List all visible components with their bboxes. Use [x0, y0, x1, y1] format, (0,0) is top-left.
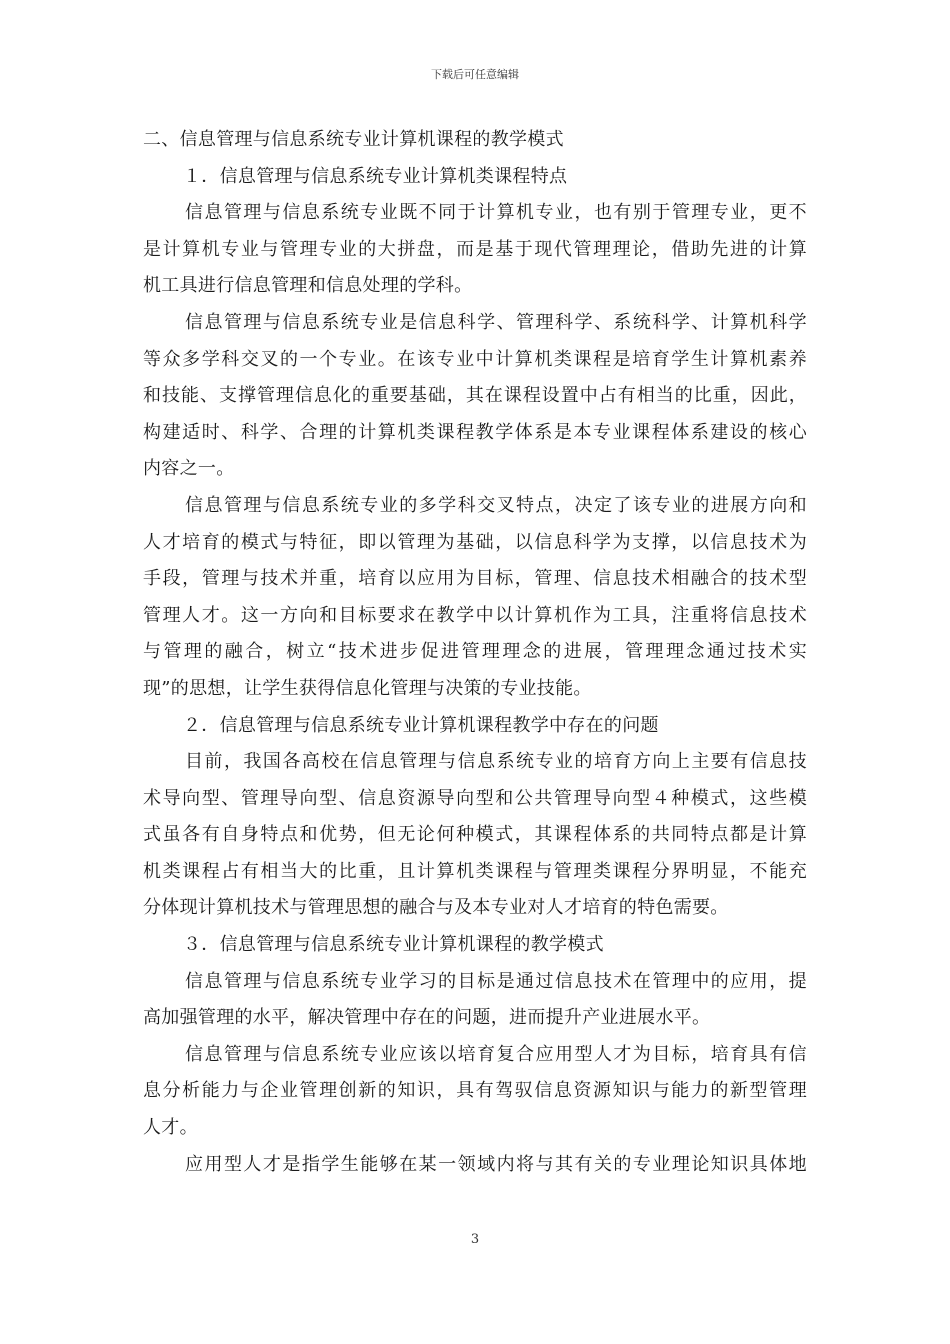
paragraph-line: 内容之一。	[143, 458, 235, 480]
paragraph-line: 人才培育的模式与特征，即以管理为基础，以信息科学为支撑，以信息技术为	[143, 531, 807, 553]
paragraph-line: 目前，我国各高校在信息管理与信息系统专业的培育方向上主要有信息技	[185, 751, 807, 773]
paragraph-line: 构建适时、科学、合理的计算机类课程教学体系是本专业课程体系建设的核心	[143, 421, 807, 443]
paragraph-line: 和技能、支撑管理信息化的重要基础，其在课程设置中占有相当的比重，因此，	[143, 385, 807, 407]
paragraph-line: 手段，管理与技术并重，培育以应用为目标，管理、信息技术相融合的技术型	[143, 568, 807, 590]
paragraph-line: 信息管理与信息系统专业既不同于计算机专业，也有别于管理专业，更不	[185, 202, 807, 224]
paragraph-line: 等众多学科交叉的一个专业。在该专业中计算机类课程是培育学生计算机素养	[143, 348, 807, 370]
paragraph-line: 式虽各有自身特点和优势，但无论何种模式，其课程体系的共同特点都是计算	[143, 824, 807, 846]
paragraph-line: 信息管理与信息系统专业学习的目标是通过信息技术在管理中的应用，提	[185, 970, 807, 992]
page-header: 下载后可任意编辑	[431, 68, 519, 81]
paragraph-line: 信息管理与信息系统专业的多学科交叉特点，决定了该专业的进展方向和	[185, 494, 807, 516]
paragraph-line: 人才。	[143, 1117, 198, 1139]
document-body	[143, 122, 807, 1183]
paragraph-line: 息分析能力与企业管理创新的知识，具有驾驭信息资源知识与能力的新型管理	[143, 1080, 807, 1102]
paragraph-line: 机类课程占有相当大的比重，且计算机类课程与管理类课程分界明显，不能充	[143, 860, 807, 882]
paragraph-line: 高加强管理的水平，解决管理中存在的问题，进而提升产业进展水平。	[143, 1007, 711, 1029]
subsection-heading-1: １．信息管理与信息系统专业计算机类课程特点	[183, 165, 568, 187]
paragraph-line: 机工具进行信息管理和信息处理的学科。	[143, 275, 473, 297]
paragraph-line: 是计算机专业与管理专业的大拼盘，而是基于现代管理理论，借助先进的计算	[143, 238, 807, 260]
paragraph-line: 应用型人才是指学生能够在某一领域内将与其有关的专业理论知识具体地	[185, 1153, 807, 1175]
paragraph-line: 管理人才。这一方向和目标要求在教学中以计算机作为工具，注重将信息技术	[143, 604, 807, 626]
paragraph-line: 信息管理与信息系统专业是信息科学、管理科学、系统科学、计算机科学	[185, 311, 807, 333]
subsection-heading-2: ２．信息管理与信息系统专业计算机课程教学中存在的问题	[183, 714, 659, 736]
page-number: 3	[470, 1232, 480, 1247]
paragraph-line: 分体现计算机技术与管理思想的融合与及本专业对人才培育的特色需要。	[143, 897, 729, 919]
section-heading: 二、信息管理与信息系统专业计算机课程的教学模式	[143, 129, 564, 150]
paragraph-line: 与管理的融合，树立“技术进步促进管理理念的进展，管理理念通过技术实	[143, 641, 807, 663]
paragraph-line: 现”的思想，让学生获得信息化管理与决策的专业技能。	[143, 677, 592, 699]
subsection-heading-3: ３．信息管理与信息系统专业计算机课程的教学模式	[183, 934, 604, 956]
paragraph-line: 信息管理与信息系统专业应该以培育复合应用型人才为目标，培育具有信	[185, 1043, 807, 1065]
paragraph-line: 术导向型、管理导向型、信息资源导向型和公共管理导向型４种模式，这些模	[143, 787, 807, 809]
